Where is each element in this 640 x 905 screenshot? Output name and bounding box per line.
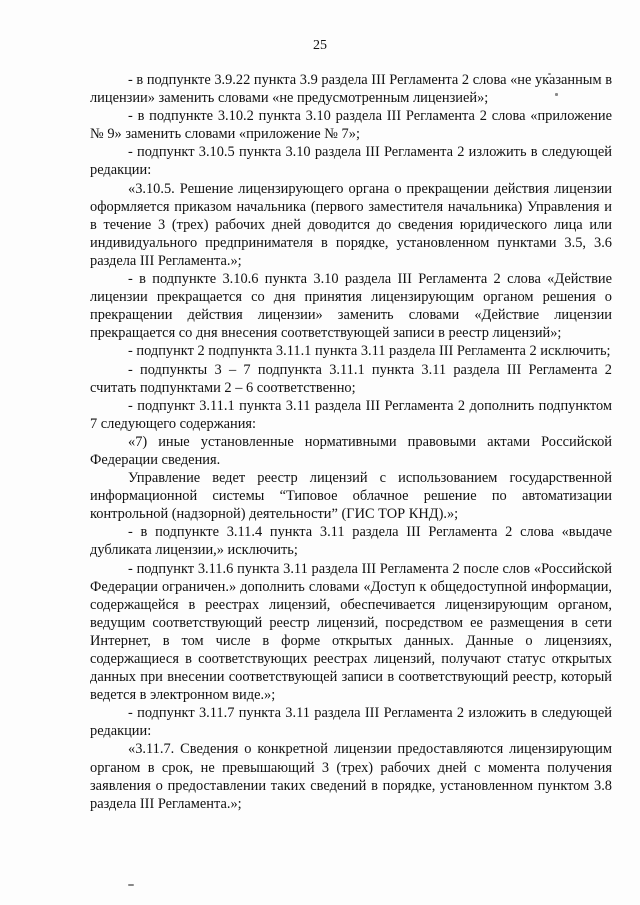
paragraph-amend-3-11-4: - в подпункте 3.11.4 пункта 3.11 раздела III Регламента 2 слова «выдаче дубликата лицензии,» исключить; (90, 524, 612, 559)
paragraph-amend-3-11-6: - подпункт 3.11.6 пункта 3.11 раздела III Регламента 2 после слов «Российской Федерации ограничен.» дополнить словами «Доступ к общедоступной информации, содержащейся в реестрах лицензий, обеспечивается лицензирующим органом, ведущим соответствующий реестр лицензий, посредством ее размещения в сети Интернет, в том числе в форме открытых данных. Данные о лицензиях, содержащиеся в соответствующих реестрах лицензий, получают статус открытых данных при внесении соответствующей записи в соответствующий реестр, который ведется в электронном виде.»; (90, 560, 612, 704)
paragraph-renumber-subitems: - подпункты 3 – 7 подпункта 3.11.1 пункта 3.11 раздела III Регламента 2 считать подпунктами 2 – 6 соответственно; (90, 361, 612, 396)
paragraph-amend-3-10-6: - в подпункте 3.10.6 пункта 3.10 раздела III Регламента 2 слова «Действие лицензии прекращается со дня принятия лицензирующим органом решения о прекращении действия лицензии» заменить словами «Действие лицензии прекращается со дня внесения соответствующей записи в реестр лицензий»; (90, 271, 612, 342)
paragraph-subitem-7-text: «7) иные установленные нормативными правовыми актами Российской Федерации сведения. (90, 433, 612, 468)
paragraph-add-subitem-7: - подпункт 3.11.1 пункта 3.11 раздела III Регламента 2 дополнить подпунктом 7 следующего содержания: (90, 397, 612, 432)
document-body (90, 71, 612, 813)
paragraph-amend-3-10-2: - в подпункте 3.10.2 пункта 3.10 раздела III Регламента 2 слова «приложение № 9» заменить словами «приложение № 7»; (90, 108, 612, 143)
scan-speck (128, 884, 134, 886)
paragraph-exclude-subitem-2: - подпункт 2 подпункта 3.11.1 пункта 3.11 раздела III Регламента 2 исключить; (128, 343, 611, 360)
paragraph-text-3-11-7: «3.11.7. Сведения о конкретной лицензии предоставляются лицензирующим органом в срок, не превышающий 3 (трех) рабочих дней с момента получения заявления о предоставлении таких сведений в порядке, установленном пунктом 3.8 раздела III Регламента.»; (90, 741, 612, 812)
paragraph-amend-3-11-7: - подпункт 3.11.7 пункта 3.11 раздела III Регламента 2 изложить в следующей редакции: (90, 705, 612, 740)
paragraph-amend-3-10-5: - подпункт 3.10.5 пункта 3.10 раздела III Регламента 2 изложить в следующей редакции: (90, 144, 612, 179)
paragraph-amend-3-9-22: - в подпункте 3.9.22 пункта 3.9 раздела III Регламента 2 слова «не указанным в лицензии» заменить словами «не предусмотренным лицензией»; (90, 72, 612, 107)
paragraph-text-3-10-5: «3.10.5. Решение лицензирующего органа о прекращении действия лицензии оформляется приказом начальника (первого заместителя начальника) Управления и в течение 3 (трех) рабочих дней доводится до сведения юридического лица или индивидуального предпринимателя в порядке, установленном пунктами 3.5, 3.6 раздела III Регламента.»; (90, 180, 612, 269)
paragraph-registry-text: Управление ведет реестр лицензий с использованием государственной информационной системы “Типовое облачное решение по автоматизации контрольной (надзорной) деятельности” (ГИС ТОР КНД).»; (90, 470, 612, 523)
page-number: 25 (313, 38, 327, 53)
